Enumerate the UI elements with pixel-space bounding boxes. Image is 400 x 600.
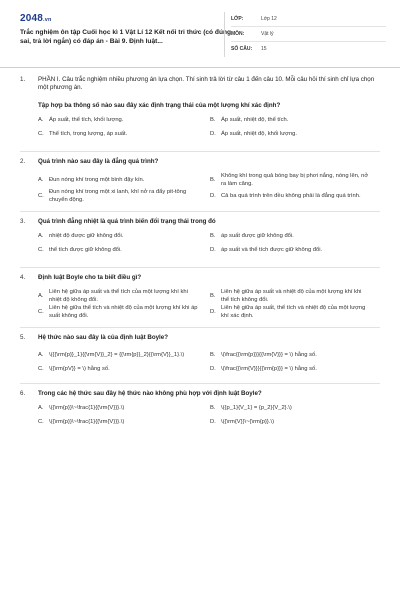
option-c[interactable]	[38, 363, 210, 377]
info-value: Vật lý	[261, 30, 274, 37]
info-label: MÔN:	[231, 30, 245, 37]
question-6	[0, 390, 400, 433]
info-row-class	[231, 12, 386, 27]
option-text: \({{\rm{p}}_1}{{\rm{V}}_2} = {{\rm{p}}_2}{{\rm{V}}_1}.\)	[49, 352, 185, 359]
option-letter: C.	[38, 247, 44, 254]
document-title: Trắc nghiệm ôn tập Cuối học kì 1 Vật Lí 12 Kết nối tri thức (có đúng sai, trả lời ngắn) có đáp án - Bài 9. Định luật...	[20, 29, 232, 46]
option-letter: A.	[38, 352, 44, 359]
option-a[interactable]	[38, 233, 210, 247]
divider	[20, 267, 380, 268]
option-d[interactable]	[210, 189, 382, 205]
question-number: 3.	[20, 217, 26, 225]
option-letter: C.	[38, 131, 44, 138]
option-letter: C.	[38, 308, 44, 315]
option-text: \(\frac{{\rm{p}}}{{\rm{V}}} = \) hằng số.	[221, 352, 317, 359]
divider	[20, 211, 380, 212]
option-c[interactable]	[38, 419, 210, 433]
question-text: PHẦN I. Câu trắc nghiệm nhiều phương án lựa chọn. Thí sinh trả lời từ câu 1 đến câu 10. Mỗi câu hỏi thí sinh chỉ lựa chọn một phương án.	[38, 76, 375, 92]
question-number: 4.	[20, 274, 26, 282]
option-text: Đun nóng khí trong một bình đậy kín.	[49, 177, 145, 184]
option-text: Đun nóng khí trong một xi lanh, khí nở ra đẩy pit-tông chuyển động.	[49, 189, 187, 203]
option-text: \({\rm{pV}} = \) hằng số.	[49, 366, 110, 373]
option-letter: B.	[210, 352, 216, 359]
option-a[interactable]	[38, 173, 210, 189]
info-value: Lớp 12	[261, 15, 277, 22]
option-text: Không khí trong quả bóng bay bị phơi nắng, nóng lên, nở ra làm căng.	[221, 173, 369, 188]
option-text: \({\rm{p}}\~\frac{1}{{\rm{V}}}.\)	[49, 405, 125, 412]
option-letter: B.	[210, 233, 216, 240]
option-b[interactable]	[210, 173, 382, 189]
info-label: SỐ CÂU:	[231, 46, 253, 53]
option-text: Áp suất, thể tích, khối lượng.	[49, 117, 124, 124]
option-letter: A.	[38, 233, 44, 240]
option-letter: B.	[210, 293, 216, 300]
question-list	[0, 76, 400, 433]
question-number: 6.	[20, 390, 26, 398]
option-d[interactable]	[210, 131, 382, 145]
option-b[interactable]	[210, 405, 382, 419]
option-b[interactable]	[210, 233, 382, 247]
info-row-subject	[231, 27, 386, 42]
option-text: \({\rm{V}}\~{\rm{p}}.\)	[221, 419, 275, 426]
option-letter: D.	[210, 419, 216, 426]
question-1	[0, 76, 400, 145]
option-letter: D.	[210, 247, 216, 254]
question-text: Hệ thức nào sau đây là của định luật Boyle?	[38, 333, 168, 341]
divider	[20, 383, 380, 384]
option-letter: B.	[210, 117, 216, 124]
option-letter: A.	[38, 293, 44, 300]
option-letter: B.	[210, 405, 216, 412]
option-b[interactable]	[210, 117, 382, 131]
option-b[interactable]	[210, 289, 382, 305]
option-d[interactable]	[210, 419, 382, 433]
option-letter: B.	[210, 177, 216, 184]
question-text: Trong các hệ thức sau đây hệ thức nào không phù hợp với định luật Boyle?	[38, 390, 262, 398]
logo-main: 2048	[20, 13, 44, 24]
options-grid	[38, 289, 378, 320]
option-a[interactable]	[38, 117, 210, 131]
option-d[interactable]	[210, 305, 382, 321]
options-grid	[38, 349, 378, 377]
option-text: nhiệt độ được giữ không đổi.	[49, 233, 124, 240]
option-b[interactable]	[210, 349, 382, 363]
divider	[20, 327, 380, 328]
option-text: Liên hệ giữa áp suất và nhiệt độ của một lượng khí khi thể tích không đổi.	[221, 289, 362, 304]
question-number: 5.	[20, 333, 26, 341]
option-text: áp suất được giữ không đổi.	[221, 233, 294, 240]
document-header	[0, 0, 400, 68]
question-text: Quá trình nào sau đây là đẳng quá trình?	[38, 158, 159, 166]
option-letter: D.	[210, 366, 216, 373]
option-text: Thể tích, trọng lượng, áp suất.	[49, 131, 128, 138]
option-letter: A.	[38, 405, 44, 412]
option-letter: A.	[38, 117, 44, 124]
option-letter: C.	[38, 419, 44, 426]
question-2	[0, 158, 400, 205]
logo-tld: .vn	[43, 17, 52, 23]
options-grid	[38, 117, 378, 145]
info-label: LỚP:	[231, 15, 244, 22]
option-letter: D.	[210, 131, 216, 138]
question-text: Định luật Boyle cho ta biết điều gì?	[38, 274, 142, 282]
option-text: Liên hệ giữa áp suất và thể tích của một lượng khí khi nhiệt độ không đổi.	[49, 289, 188, 304]
info-panel	[224, 12, 386, 57]
option-text: \(\frac{{\rm{V}}}{{\rm{p}}} = \) hằng số.	[221, 366, 317, 373]
options-grid	[38, 405, 378, 433]
question-3	[0, 218, 400, 261]
option-letter: D.	[210, 308, 216, 315]
option-text: áp suất và thể tích được giữ không đổi.	[221, 247, 323, 254]
question-5	[0, 334, 400, 377]
option-c[interactable]	[38, 305, 210, 321]
option-d[interactable]	[210, 363, 382, 377]
option-text: thể tích được giữ không đổi.	[49, 247, 122, 254]
option-text: Áp suất, nhiệt độ, thể tích.	[221, 117, 289, 124]
option-c[interactable]	[38, 247, 210, 261]
site-logo[interactable]	[20, 12, 52, 26]
option-letter: A.	[38, 177, 44, 184]
info-row-count	[231, 42, 386, 57]
option-d[interactable]	[210, 247, 382, 261]
options-grid	[38, 173, 378, 204]
option-text: Liên hệ giữa áp suất, thể tích và nhiệt độ của một lượng khí xác định.	[221, 305, 366, 319]
option-a[interactable]	[38, 405, 210, 419]
option-letter: D.	[210, 192, 216, 199]
option-text: Cả ba quá trình trên đều không phải là đẳng quá trình.	[221, 192, 361, 199]
question-subtext: Tập hợp ba thông số nào sau đây xác định trạng thái của một lượng khí xác định?	[38, 101, 281, 109]
question-text: Quá trình đẳng nhiệt là quá trình biến đổi trạng thái trong đó	[38, 217, 216, 225]
option-text: Áp suất, nhiệt độ, khối lượng.	[221, 131, 298, 138]
option-a[interactable]	[38, 349, 210, 363]
option-text: \({p_1}{V_1} = {p_2}{V_2}.\)	[221, 405, 292, 412]
option-c[interactable]	[38, 131, 210, 145]
option-letter: C.	[38, 366, 44, 373]
info-value: 15	[261, 46, 267, 53]
option-a[interactable]	[38, 289, 210, 305]
question-number: 1.	[20, 76, 26, 83]
option-text: \({\rm{p}}\~\frac{1}{{\rm{V}}}.\)	[49, 419, 125, 426]
option-letter: C.	[38, 192, 44, 199]
question-4	[0, 274, 400, 321]
question-number: 2.	[20, 158, 26, 166]
option-text: Liên hệ giữa thể tích và nhiệt độ của một lượng khí khi áp suất không đổi.	[49, 305, 198, 319]
option-c[interactable]	[38, 189, 210, 205]
options-grid	[38, 233, 378, 261]
divider	[20, 151, 380, 152]
